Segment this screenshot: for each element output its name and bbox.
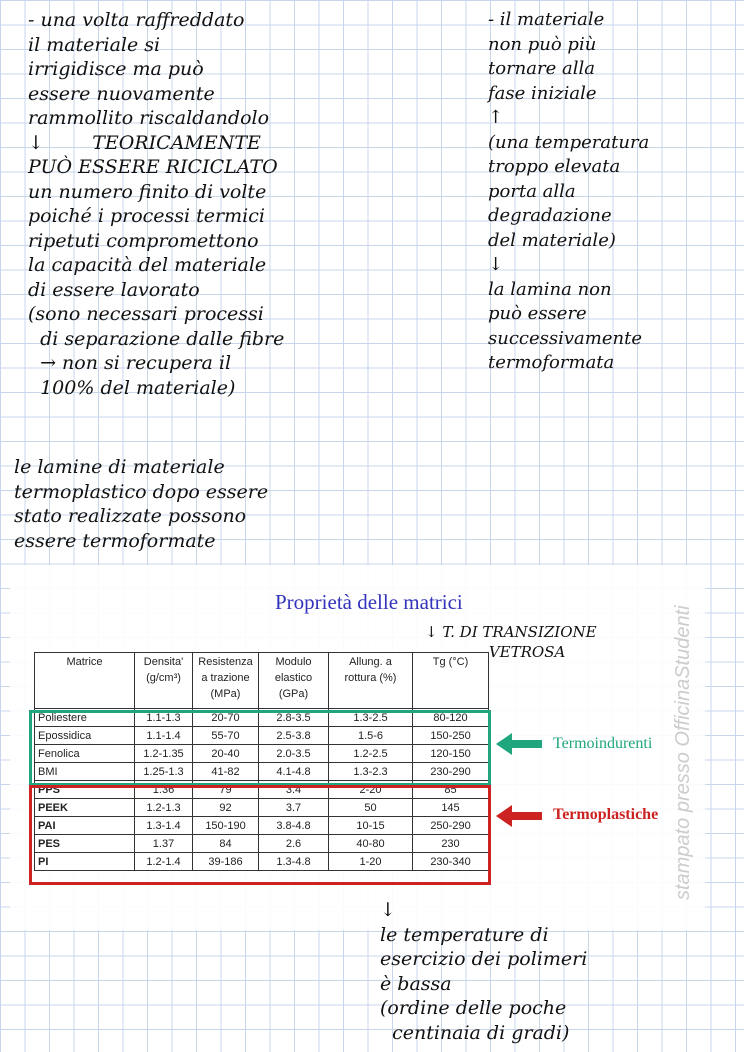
table-cell: BMI: [35, 763, 135, 781]
note-line: → non si recupera il: [28, 352, 232, 374]
table-cell: 1.1-1.3: [135, 709, 193, 727]
note-line: - una volta raffreddato: [28, 9, 245, 31]
note-line: (ordine delle poche: [380, 997, 567, 1019]
note-line: esercizio dei polimeri: [380, 948, 588, 970]
table-cell: PEEK: [35, 799, 135, 817]
note-line: termoformata: [488, 352, 615, 373]
note-line: ↓: [380, 899, 396, 921]
table-cell: 79: [193, 781, 259, 799]
note-line: la capacità del materiale: [28, 254, 267, 276]
table-cell: PES: [35, 835, 135, 853]
note-line: porta alla: [488, 180, 576, 202]
note-line: può essere: [488, 303, 587, 324]
table-cell: 41-82: [193, 763, 259, 781]
note-line: essere termoformate: [14, 529, 216, 552]
note-line: essere nuovamente: [28, 82, 215, 105]
note-line: non può più: [488, 33, 597, 55]
note-line: rammollito riscaldandolo: [28, 107, 270, 129]
table-cell: 1.5-6: [329, 727, 413, 745]
table-cell: 85: [413, 781, 489, 799]
notes-left: [28, 8, 284, 400]
note-line: le temperature di: [380, 923, 549, 946]
note-line: termoplastico dopo essere: [14, 480, 269, 503]
notes-bottom: [380, 898, 587, 1045]
note-line: troppo elevata: [488, 156, 621, 177]
table-cell: 1.36: [135, 781, 193, 799]
table-cell: 3.4: [259, 781, 329, 799]
table-cell: 1-20: [329, 853, 413, 871]
table-cell: 55-70: [193, 727, 259, 745]
table-cell: 2.6: [259, 835, 329, 853]
column-header: Tg (°C): [413, 653, 489, 709]
table-cell: Fenolica: [35, 745, 135, 763]
table-cell: 3.7: [259, 799, 329, 817]
thermoplastic-box: [29, 785, 491, 885]
table-cell: 20-40: [193, 745, 259, 763]
thermoset-label: Termoindurenti: [553, 735, 653, 752]
table-cell: 50: [329, 799, 413, 817]
note-line: fase iniziale: [488, 82, 597, 104]
note-line: di essere lavorato: [28, 278, 200, 301]
table-cell: 1.25-1.3: [135, 763, 193, 781]
note-line: ↑: [488, 107, 504, 128]
table-cell: 1.3-4.8: [259, 853, 329, 871]
note-line: le lamine di materiale: [14, 456, 225, 478]
table-cell: 2.8-3.5: [259, 709, 329, 727]
table-cell: 150-250: [413, 727, 489, 745]
note-line: tornare alla: [488, 58, 595, 79]
table-cell: 1.2-1.35: [135, 745, 193, 763]
table-cell: 1.3-2.3: [329, 763, 413, 781]
table-cell: 40-80: [329, 835, 413, 853]
table-cell: 2-20: [329, 781, 413, 799]
note-line: 100% del materiale): [28, 376, 236, 399]
note-line: poiché i processi termici: [28, 205, 265, 227]
table-cell: 150-190: [193, 817, 259, 835]
watermark: stampato presso OfficinaStudenti: [672, 605, 694, 900]
table-cell: 4.1-4.8: [259, 763, 329, 781]
table-cell: PPS: [35, 781, 135, 799]
table-cell: 1.3-1.4: [135, 817, 193, 835]
table-cell: 250-290: [413, 817, 489, 835]
slide-title: Proprietà delle matrici: [275, 590, 463, 614]
thermoset-arrow: [510, 740, 542, 748]
notes-right: [488, 8, 649, 376]
note-line: VETROSA: [465, 643, 566, 661]
note-line: successivamente: [488, 327, 642, 349]
table-cell: 1.37: [135, 835, 193, 853]
table-cell: Epossidica: [35, 727, 135, 745]
table-cell: 39-186: [193, 853, 259, 871]
note-line: ↓ T. DI TRANSIZIONE: [425, 623, 597, 641]
note-line: la lamina non: [488, 278, 612, 300]
table-cell: 1.1-1.4: [135, 727, 193, 745]
table-cell: PAI: [35, 817, 135, 835]
note-line: ↓ TEORICAMENTE: [28, 131, 261, 154]
note-line: di separazione dalle fibre: [28, 327, 285, 350]
thermoplastic-label: Termoplastiche: [553, 806, 659, 823]
note-tg: [425, 622, 597, 662]
table-cell: 230-290: [413, 763, 489, 781]
table-cell: 2.0-3.5: [259, 745, 329, 763]
table-cell: 230: [413, 835, 489, 853]
table-cell: 84: [193, 835, 259, 853]
table-cell: 92: [193, 799, 259, 817]
note-line: ↓: [488, 254, 504, 275]
table-cell: 20-70: [193, 709, 259, 727]
table-cell: 3.8-4.8: [259, 817, 329, 835]
column-header: Densita' (g/cm³): [135, 653, 193, 709]
table-cell: 80-120: [413, 709, 489, 727]
table-cell: 230-340: [413, 853, 489, 871]
note-line: ripetuti compromettono: [28, 229, 259, 252]
note-line: il materiale si: [28, 33, 161, 56]
table-cell: 1.2-2.5: [329, 745, 413, 763]
note-line: centinaia di gradi): [380, 1021, 570, 1044]
thermoplastic-arrow: [510, 812, 542, 820]
table-cell: PI: [35, 853, 135, 871]
column-header: Resistenza a trazione (MPa): [193, 653, 259, 709]
note-line: un numero finito di volte: [28, 180, 267, 203]
column-header: Modulo elastico (GPa): [259, 653, 329, 709]
note-line: del materiale): [488, 229, 616, 251]
table-cell: 145: [413, 799, 489, 817]
table-cell: 1.2-1.3: [135, 799, 193, 817]
table-cell: 2.5-3.8: [259, 727, 329, 745]
thermoset-box: [29, 710, 491, 786]
note-line: (sono necessari processi: [28, 303, 264, 325]
table-cell: 120-150: [413, 745, 489, 763]
note-line: stato realizzate possono: [14, 505, 247, 527]
table-cell: Poliestere: [35, 709, 135, 727]
note-line: è bassa: [380, 972, 452, 995]
note-line: - il materiale: [488, 9, 605, 30]
notes-thermoforming: [14, 455, 268, 553]
note-line: PUÒ ESSERE RICICLATO: [28, 156, 278, 178]
table-cell: 10-15: [329, 817, 413, 835]
note-line: degradazione: [488, 205, 612, 226]
column-header: Matrice: [35, 653, 135, 709]
table-cell: 1.2-1.4: [135, 853, 193, 871]
table-cell: 1.3-2.5: [329, 709, 413, 727]
note-line: (una temperatura: [488, 131, 650, 153]
note-line: irrigidisce ma può: [28, 58, 204, 80]
column-header: Allung. a rottura (%): [329, 653, 413, 709]
